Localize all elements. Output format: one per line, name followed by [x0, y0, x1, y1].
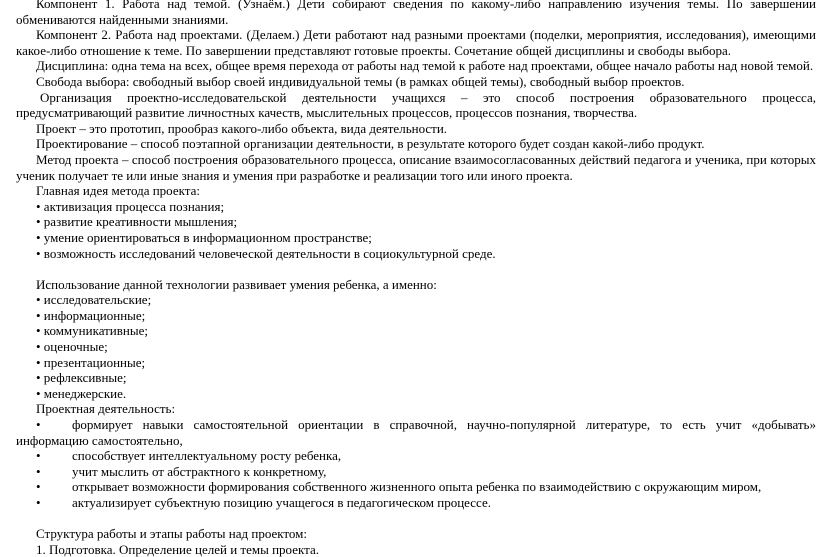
bullet-marker: • [36, 495, 41, 510]
main-idea-item: • активизация процесса познания; [36, 198, 225, 214]
blank-line [16, 511, 816, 527]
blank-line [16, 261, 816, 277]
paragraph-project-definition: Проект – это прототип, прообраз какого-либо объекта, вида деятельности. [36, 120, 448, 136]
activity-item-text: формирует навыки самостоятельной ориентации в справочной, научно-популярной литературе, то есть учит «добывать» информацию самостоятельно, [16, 417, 816, 448]
skills-item: • менеджерские. [36, 385, 127, 401]
main-idea-item: • умение ориентироваться в информационном пространстве; [36, 229, 372, 245]
activity-item-text: учит мыслить от абстрактного к конкретному, [72, 463, 327, 479]
main-idea-heading: Главная идея метода проекта: [36, 183, 200, 199]
bullet-marker: • [36, 463, 41, 479]
bullet-marker: • [36, 479, 41, 495]
skills-item: • исследовательские; [36, 292, 152, 308]
paragraph-designing-definition: Проектирование – способ поэтапной организации деятельности, в результате которого будет создан какой-либо продукт. [36, 136, 705, 152]
skills-item: • рефлексивные; [36, 370, 127, 386]
paragraph-organization: Организация проектно-исследовательской деятельности учащихся – это способ построения образовательного процесса, предусматривающий развитие личностных качеств, мыслительных процессов, процессов познания, творчества. [16, 89, 816, 121]
activity-item [16, 495, 816, 511]
skills-item: • оценочные; [36, 339, 108, 355]
main-idea-item: • развитие креативности мышления; [36, 214, 238, 230]
activity-item [16, 464, 816, 480]
paragraph-freedom: Свобода выбора: свободный выбор своей индивидуальной темы (в рамках общей темы), свободный выбор проектов. [36, 73, 685, 89]
structure-heading: Структура работы и этапы работы над проектом: [36, 526, 307, 542]
activity-item [16, 448, 816, 464]
main-idea-item: • возможность исследований человеческой деятельности в социокультурной среде. [36, 245, 496, 261]
activity-heading: Проектная деятельность: [36, 401, 176, 417]
bullet-marker: • [36, 448, 41, 464]
activity-item-text: способствует интеллектуальному росту ребенка, [72, 448, 342, 464]
paragraph-component-2: Компонент 2. Работа над проектами. (Делаем.) Дети работают над разными проектами (поделки, мероприятия, исследования), имеющими какое-либо отношение к теме. По завершении представляют готовые проекты. Сочетание общей дисциплины и свободы выбора. [16, 27, 816, 58]
activity-item-text: актуализирует субъектную позицию учащегося в педагогическом процессе. [72, 495, 491, 510]
skills-item: • презентационные; [36, 354, 146, 370]
structure-step-1: 1. Подготовка. Определение целей и темы проекта. [36, 541, 319, 557]
bullet-marker: • [36, 417, 41, 433]
paragraph-component-1: Компонент 1. Работа над темой. (Узнаём.) Дети собирают сведения по какому-либо направлению изучения темы. По завершении обмениваются найденными знаниями. [16, 0, 816, 27]
skills-heading: Использование данной технологии развивает умения ребенка, а именно: [36, 276, 437, 292]
activity-item [16, 417, 816, 448]
activity-item-text: открывает возможности формирования собственного жизненного опыта ребенка по взаимодействию с окружающим миром, [72, 479, 762, 495]
skills-item: • коммуникативные; [36, 323, 148, 339]
paragraph-discipline: Дисциплина: одна тема на всех, общее время перехода от работы над темой к работе над проектами, общее начало работы над новой темой. [36, 58, 814, 74]
paragraph-method-definition: Метод проекта – способ построения образовательного процесса, описание взаимосогласованных действий педагога и ученика, при которых ученик получает те или иные знания и умения при разработке и реализации того или иного проекта. [16, 151, 816, 183]
skills-item: • информационные; [36, 307, 146, 323]
activity-item [16, 479, 816, 495]
